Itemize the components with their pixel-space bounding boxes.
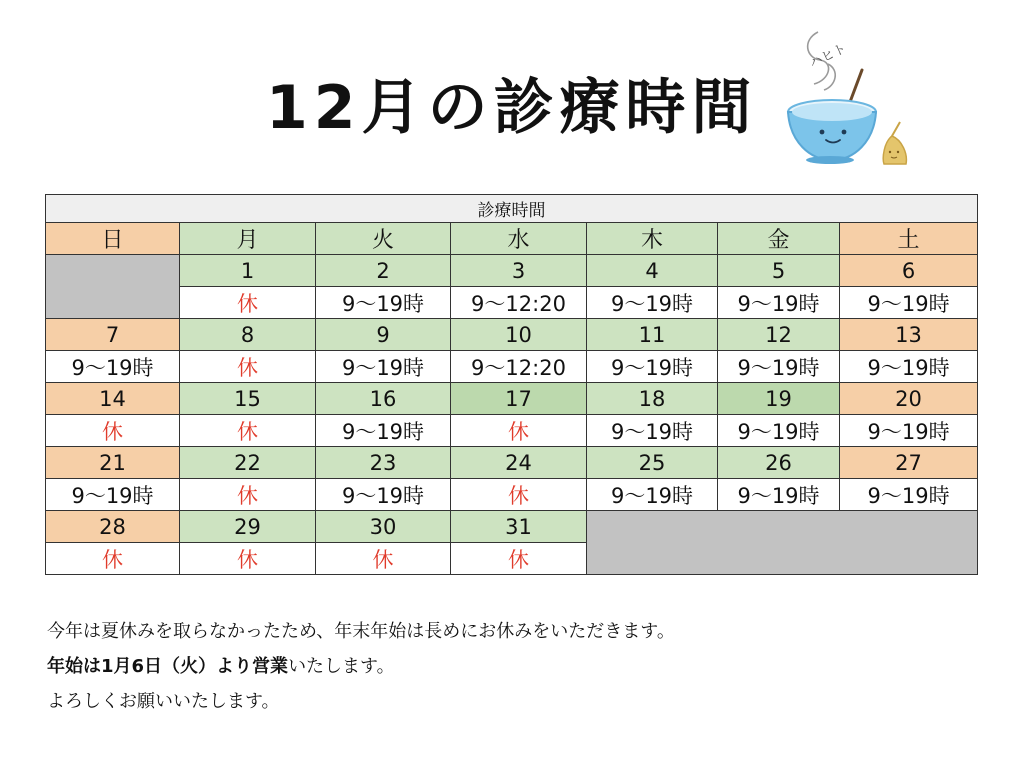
hours-row [46, 287, 978, 319]
date-cell: 23 [316, 447, 451, 479]
date-row [46, 383, 978, 415]
hours-cell: 休 [180, 415, 316, 447]
steam-text: ハヒト [807, 41, 849, 72]
date-cell: 13 [840, 319, 978, 351]
hours-cell: 9～19時 [316, 351, 451, 383]
hours-cell: 9～19時 [718, 415, 840, 447]
hours-row [46, 479, 978, 511]
date-cell: 25 [587, 447, 718, 479]
date-cell: 12 [718, 319, 840, 351]
weekday-header: 金 [718, 223, 840, 255]
notice-bold: 営業 [252, 656, 289, 677]
hours-cell: 休 [316, 543, 451, 575]
notice-line: 今年は夏休みを取らなかったため、年末年始は長めにお休みをいただきます。 [47, 621, 675, 642]
hours-cell: 休 [451, 415, 587, 447]
hours-cell: 9～19時 [840, 287, 978, 319]
date-cell: 19 [718, 383, 840, 415]
notice-rest: いたします。 [288, 656, 395, 677]
date-cell: 7 [46, 319, 180, 351]
weekday-header: 月 [180, 223, 316, 255]
hours-cell: 9～19時 [587, 287, 718, 319]
hours-cell: 9～19時 [46, 351, 180, 383]
weekday-header: 水 [451, 223, 587, 255]
weekday-header: 火 [316, 223, 451, 255]
date-cell: 15 [180, 383, 316, 415]
hours-cell: 休 [180, 287, 316, 319]
hours-cell: 休 [451, 543, 587, 575]
notice-line [47, 649, 947, 684]
hours-cell: 9～19時 [840, 479, 978, 511]
tea-bowl-illustration [784, 24, 924, 174]
hours-cell: 9～19時 [316, 415, 451, 447]
weekday-header: 日 [46, 223, 180, 255]
hours-cell: 9～19時 [718, 351, 840, 383]
date-cell: 6 [840, 255, 978, 287]
date-cell: 2 [316, 255, 451, 287]
hours-cell: 9～19時 [587, 479, 718, 511]
date-cell: 26 [718, 447, 840, 479]
hours-cell: 9～19時 [587, 415, 718, 447]
hours-row [46, 351, 978, 383]
hours-cell: 9～19時 [316, 479, 451, 511]
date-cell: 18 [587, 383, 718, 415]
hours-cell: 休 [180, 479, 316, 511]
date-cell: 9 [316, 319, 451, 351]
date-cell: 20 [840, 383, 978, 415]
date-cell: 24 [451, 447, 587, 479]
date-cell: 27 [840, 447, 978, 479]
hours-cell: 9～19時 [840, 351, 978, 383]
date-cell: 29 [180, 511, 316, 543]
date-cell: 17 [451, 383, 587, 415]
date-cell: 16 [316, 383, 451, 415]
date-cell: 5 [718, 255, 840, 287]
date-cell: 30 [316, 511, 451, 543]
empty-cell [587, 511, 978, 575]
weekday-header: 木 [587, 223, 718, 255]
hours-cell: 9～12:20 [451, 287, 587, 319]
hours-cell: 休 [46, 415, 180, 447]
hours-cell: 休 [180, 351, 316, 383]
hours-cell: 9～19時 [840, 415, 978, 447]
date-row [46, 255, 978, 287]
date-row [46, 511, 978, 543]
hours-cell: 9～19時 [718, 287, 840, 319]
date-cell: 4 [587, 255, 718, 287]
hours-cell: 9～19時 [46, 479, 180, 511]
notice-line: よろしくお願いいたします。 [47, 691, 280, 712]
table-caption: 診療時間 [46, 195, 978, 223]
hours-cell: 9～19時 [587, 351, 718, 383]
page-title: 12月の診療時間 [266, 73, 758, 143]
date-cell: 8 [180, 319, 316, 351]
empty-cell [46, 255, 180, 319]
hours-cell: 9～19時 [316, 287, 451, 319]
date-cell: 21 [46, 447, 180, 479]
hours-cell: 休 [451, 479, 587, 511]
date-cell: 3 [451, 255, 587, 287]
hours-row [46, 415, 978, 447]
bowl-icon [788, 100, 876, 164]
date-cell: 11 [587, 319, 718, 351]
notice-text [47, 614, 947, 719]
date-cell: 22 [180, 447, 316, 479]
date-cell: 28 [46, 511, 180, 543]
spoon-icon [883, 122, 906, 164]
table-caption-row [46, 195, 978, 223]
notice-bold: 年始は1月6日（火）より [47, 656, 253, 677]
hours-cell: 9～19時 [718, 479, 840, 511]
date-cell: 1 [180, 255, 316, 287]
schedule-table [45, 194, 978, 575]
weekday-header-row [46, 223, 978, 255]
date-cell: 10 [451, 319, 587, 351]
weekday-header: 土 [840, 223, 978, 255]
hours-cell: 9～12:20 [451, 351, 587, 383]
whisk-icon [850, 70, 862, 102]
hours-cell: 休 [180, 543, 316, 575]
date-row [46, 447, 978, 479]
date-cell: 14 [46, 383, 180, 415]
hours-cell: 休 [46, 543, 180, 575]
date-row [46, 319, 978, 351]
date-cell: 31 [451, 511, 587, 543]
